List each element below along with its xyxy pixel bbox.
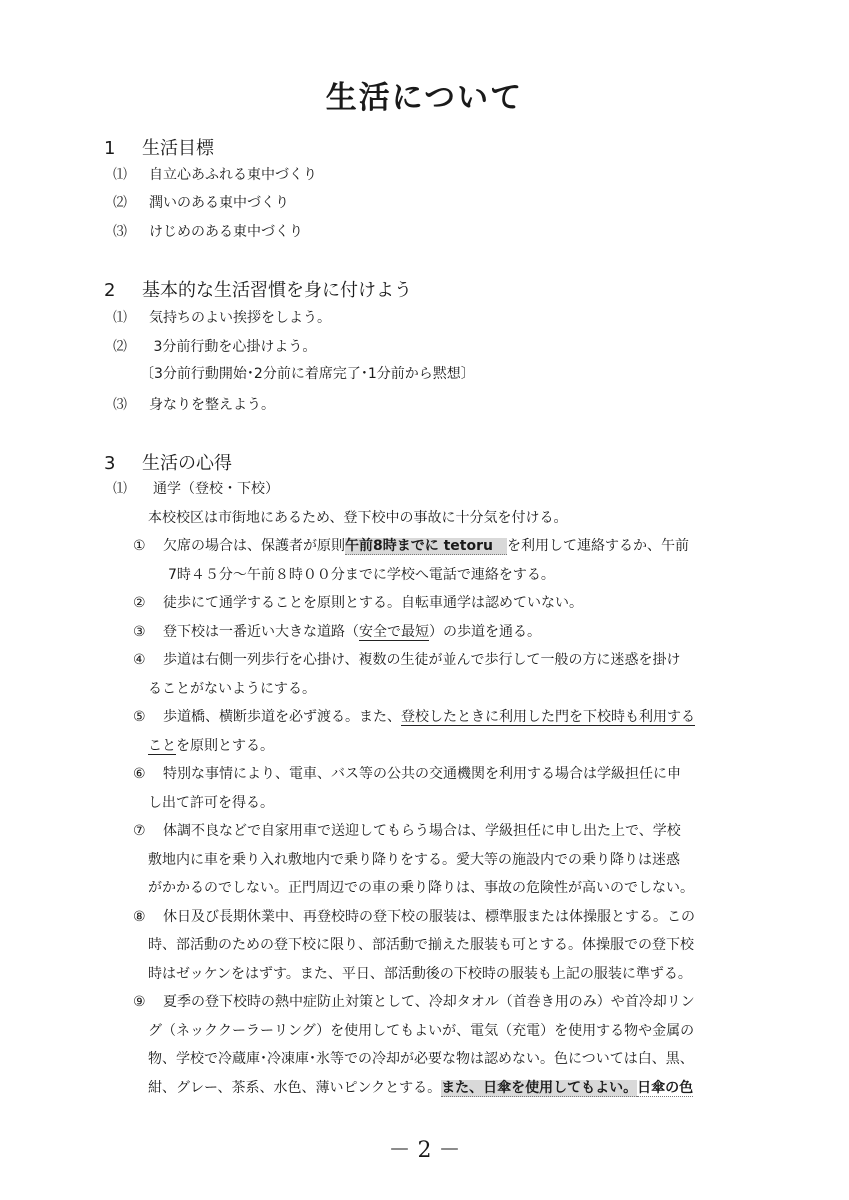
rule-7: ⑦ 体調不良などで自家用車で送迎してもらう場合は、学級担任に申し出た上で、学校 (133, 823, 681, 839)
intro-text: 本校校区は市街地にあるため、登下校中の事故に十分気を付ける。 (148, 510, 568, 526)
rule-6-cont: し出て許可を得る。 (148, 795, 274, 811)
section-1-heading (104, 134, 214, 160)
list-item: ⑶ 身なりを整えよう。 (113, 397, 275, 413)
rule-9-cont: 紺、グレー、茶系、水色、薄いピンクとする。また、日傘を使用してもよい。日傘の色 (148, 1080, 694, 1096)
rule-4-cont: ることがないようにする。 (148, 681, 316, 697)
rule-5-cont: ことを原則とする。 (148, 738, 274, 754)
highlighted-text: また、日傘を使用してもよい。 (441, 1080, 638, 1096)
rule-8-cont: 時、部活動のための登下校に限り、部活動で揃えた服装も可とする。体操服での登下校 (148, 937, 694, 953)
rule-5: ⑤ 歩道橋、横断歩道を必ず渡る。また、登校したときに利用した門を下校時も利用する (133, 709, 695, 725)
section-3-heading (104, 449, 232, 475)
note-text: 〔3分前行動開始･2分前に着席完了･1分前から黙想〕 (140, 366, 475, 382)
rule-6: ⑥ 特別な事情により、電車、バス等の公共の交通機関を利用する場合は学級担任に申 (133, 766, 681, 782)
section-title: 生活目標 (142, 138, 214, 159)
rule-7-cont: 敷地内に車を乗り入れ敷地内で乗り降りをする。愛大等の施設内での乗り降りは迷惑 (148, 852, 680, 868)
sub-heading: ⑴ 通学（登校・下校） (113, 481, 279, 497)
highlighted-text: 午前8時までに tetoru (345, 538, 507, 554)
underlined-text: 安全で最短 (359, 624, 429, 640)
rule-3: ③ 登下校は一番近い大きな道路（安全で最短）の歩道を通る。 (133, 624, 541, 640)
section-number: 1 (104, 138, 116, 159)
list-item: ⑵ 3分前行動を心掛けよう。 (113, 339, 317, 355)
list-item: ⑶ けじめのある東中づくり (113, 224, 303, 240)
rule-4: ④ 歩道は右側一列歩行を心掛け、複数の生徒が並んで歩行して一般の方に迷惑を掛け (133, 652, 681, 668)
rule-1: ① 欠席の場合は、保護者が原則午前8時までに tetoru を利用して連絡するか、午前 (133, 538, 689, 554)
rule-9: ⑨ 夏季の登下校時の熱中症防止対策として、冷却タオル（首巻き用のみ）や首冷却リン (133, 994, 695, 1010)
section-number: 3 (104, 453, 116, 474)
list-item: ⑴ 自立心あふれる東中づくり (113, 167, 317, 183)
rule-7-cont: がかかるのでしない。正門周辺での車の乗り降りは、事故の危険性が高いのでしない。 (148, 880, 694, 896)
page-title: 生活について (325, 80, 524, 116)
rule-8: ⑧ 休日及び長期休業中、再登校時の登下校の服装は、標準服または体操服とする。この (133, 909, 695, 925)
list-item: ⑴ 気持ちのよい挨拶をしよう。 (113, 310, 331, 326)
underlined-text: こと (148, 738, 176, 754)
underlined-text: 登校したときに利用した門を下校時も利用する (401, 709, 695, 725)
rule-2: ② 徒歩にて通学することを原則とする。自転車通学は認めていない。 (133, 595, 583, 611)
page-number: － 2 － (388, 1138, 461, 1163)
section-2-heading (104, 276, 412, 302)
rule-8-cont: 時はゼッケンをはずす。また、平日、部活動後の下校時の服装も上記の服装に準ずる。 (148, 966, 692, 982)
rule-9-cont: 物、学校で冷蔵庫･冷凍庫･氷等での冷却が必要な物は認めない。色については白、黒、 (148, 1051, 694, 1067)
section-title: 基本的な生活習慣を身に付けよう (142, 280, 412, 301)
section-title: 生活の心得 (142, 453, 232, 474)
rule-1-cont: 7時４５分～午前８時００分までに学校へ電話で連絡をする。 (168, 567, 555, 583)
rule-9-cont: グ（ネッククーラーリング）を使用してもよいが、電気（充電）を使用する物や金属の (148, 1023, 695, 1039)
list-item: ⑵ 潤いのある東中づくり (113, 195, 289, 211)
bold-text: 日傘の色 (637, 1080, 694, 1096)
section-number: 2 (104, 280, 116, 301)
